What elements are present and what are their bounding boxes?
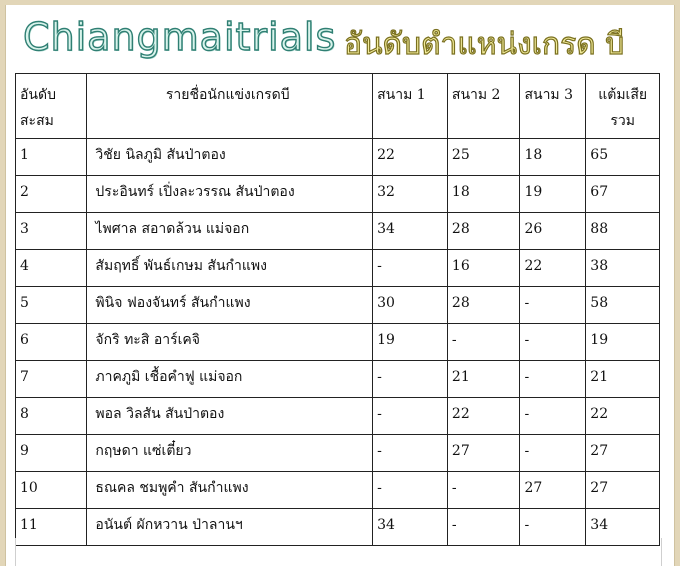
- total-cell: 88: [586, 213, 660, 250]
- field-2-cell: 27: [447, 435, 520, 472]
- rider-cell: อนันต์ ผักหวาน ป่าลานฯ: [87, 509, 373, 546]
- field-2-cell: -: [447, 509, 520, 546]
- field-2-cell: 28: [447, 213, 520, 250]
- field-2-cell: 28: [447, 287, 520, 324]
- field-2-cell: -: [447, 472, 520, 509]
- field-3-cell: -: [520, 324, 586, 361]
- field-1-cell: -: [373, 398, 448, 435]
- rider-cell: ไพศาล สอาดล้วน แม่จอก: [87, 213, 373, 250]
- column-header-total: แต้มเสีย รวม: [586, 74, 660, 139]
- table-row: [16, 324, 660, 361]
- column-header-rider: รายชื่อนักแข่งเกรดบี: [87, 74, 373, 139]
- rider-cell: ภาคภูมิ เชื้อคำฟู แม่จอก: [87, 361, 373, 398]
- total-cell: 65: [586, 139, 660, 176]
- rider-cell: กฤษดา แซ่เตี๋ยว: [87, 435, 373, 472]
- rank-cell: 8: [16, 398, 87, 435]
- table-row: [16, 361, 660, 398]
- header: [6, 5, 674, 73]
- table-row: [16, 176, 660, 213]
- results-table: [15, 73, 660, 546]
- rider-cell: ประอินทร์ เปิ่งละวรรณ สันป่าตอง: [87, 176, 373, 213]
- table-row: [16, 398, 660, 435]
- total-cell: 27: [586, 435, 660, 472]
- rider-cell: สัมฤทธิ์ พันธ์เกษม สันกำแพง: [87, 250, 373, 287]
- table-row: [16, 287, 660, 324]
- rank-cell: 9: [16, 435, 87, 472]
- total-cell: 67: [586, 176, 660, 213]
- rank-cell: 10: [16, 472, 87, 509]
- rider-cell: วิชัย นิลภูมิ สันป่าตอง: [87, 139, 373, 176]
- field-3-cell: 22: [520, 250, 586, 287]
- field-2-cell: 22: [447, 398, 520, 435]
- total-cell: 19: [586, 324, 660, 361]
- field-1-cell: 34: [373, 509, 448, 546]
- rank-cell: 11: [16, 509, 87, 546]
- table-header-row: [16, 74, 660, 139]
- field-2-cell: 16: [447, 250, 520, 287]
- field-2-cell: 25: [447, 139, 520, 176]
- field-2-cell: 18: [447, 176, 520, 213]
- field-1-cell: -: [373, 361, 448, 398]
- column-header-field-1: สนาม 1: [373, 74, 448, 139]
- field-3-cell: 26: [520, 213, 586, 250]
- total-cell: 34: [586, 509, 660, 546]
- field-3-cell: -: [520, 435, 586, 472]
- field-1-cell: 19: [373, 324, 448, 361]
- field-3-cell: 19: [520, 176, 586, 213]
- field-1-cell: -: [373, 250, 448, 287]
- rank-cell: 6: [16, 324, 87, 361]
- field-3-cell: -: [520, 287, 586, 324]
- rank-cell: 2: [16, 176, 87, 213]
- rank-cell: 7: [16, 361, 87, 398]
- column-header-rank: อันดับ สะสม: [16, 74, 87, 139]
- rider-cell: จักริ ทะสิ อาร์เคจิ: [87, 324, 373, 361]
- rank-cell: 4: [16, 250, 87, 287]
- field-1-cell: 30: [373, 287, 448, 324]
- page-frame: [5, 5, 675, 566]
- rider-cell: ธณคล ชมพูคำ สันกำแพง: [87, 472, 373, 509]
- table-body: [16, 139, 660, 546]
- field-2-cell: -: [447, 324, 520, 361]
- field-3-cell: -: [520, 509, 586, 546]
- rank-cell: 5: [16, 287, 87, 324]
- rank-cell: 1: [16, 139, 87, 176]
- table-row: [16, 472, 660, 509]
- page-subtitle: อันดับตำแหน่งเกรด บี: [344, 27, 625, 62]
- total-cell: 27: [586, 472, 660, 509]
- table-row: [16, 139, 660, 176]
- rank-cell: 3: [16, 213, 87, 250]
- field-3-cell: -: [520, 398, 586, 435]
- rider-cell: พินิจ ฟองจันทร์ สันกำแพง: [87, 287, 373, 324]
- total-cell: 21: [586, 361, 660, 398]
- field-2-cell: 21: [447, 361, 520, 398]
- field-3-cell: 27: [520, 472, 586, 509]
- table-row: [16, 213, 660, 250]
- table-row: [16, 250, 660, 287]
- site-title: Chiangmaitrials: [23, 15, 337, 59]
- field-3-cell: -: [520, 361, 586, 398]
- field-3-cell: 18: [520, 139, 586, 176]
- field-1-cell: 32: [373, 176, 448, 213]
- total-cell: 58: [586, 287, 660, 324]
- field-1-cell: -: [373, 472, 448, 509]
- field-1-cell: 34: [373, 213, 448, 250]
- field-1-cell: -: [373, 435, 448, 472]
- total-cell: 22: [586, 398, 660, 435]
- rider-cell: พอล วิลสัน สันป่าตอง: [87, 398, 373, 435]
- column-header-field-3: สนาม 3: [520, 74, 586, 139]
- total-cell: 38: [586, 250, 660, 287]
- table-footer-strip: [15, 538, 662, 566]
- table-row: [16, 435, 660, 472]
- field-1-cell: 22: [373, 139, 448, 176]
- column-header-field-2: สนาม 2: [447, 74, 520, 139]
